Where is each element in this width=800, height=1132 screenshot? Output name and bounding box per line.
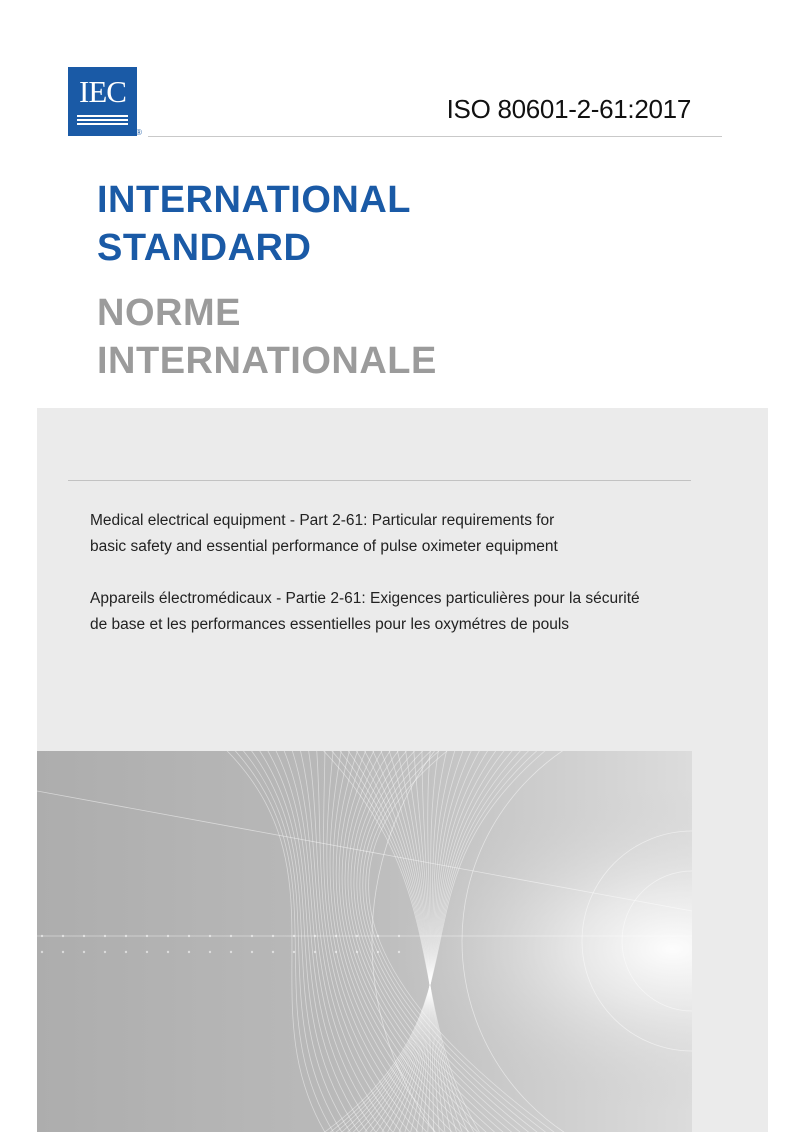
description-english-line-1: Medical electrical equipment - Part 2-61: Particular requirements for: [90, 512, 555, 529]
title-french: [97, 289, 437, 385]
header-divider: [148, 136, 722, 137]
panel-divider: [68, 480, 691, 481]
description-french-line-2: de base et les performances essentielles pour les oxymétres de pouls: [90, 616, 570, 633]
description-french-line-1: Appareils électromédicaux - Partie 2-61: Exigences particulières pour la sécurité: [90, 590, 640, 607]
logo-text: IEC: [79, 74, 126, 109]
title-french-line-1: NORME: [97, 292, 241, 334]
description-english: [90, 508, 710, 560]
cover-art-image: [37, 751, 692, 1132]
standard-number: ISO 80601-2-61:2017: [446, 94, 691, 124]
logo-stripes: [77, 115, 128, 127]
title-english-line-1: INTERNATIONAL: [97, 179, 411, 221]
description-english-line-2: basic safety and essential performance of pulse oximeter equipment: [90, 538, 558, 555]
registered-mark: ®: [136, 128, 142, 137]
description-french: [90, 586, 710, 638]
iec-logo: [68, 67, 137, 136]
title-english-line-2: STANDARD: [97, 227, 312, 269]
title-french-line-2: INTERNATIONALE: [97, 340, 437, 382]
title-english: [97, 176, 411, 272]
